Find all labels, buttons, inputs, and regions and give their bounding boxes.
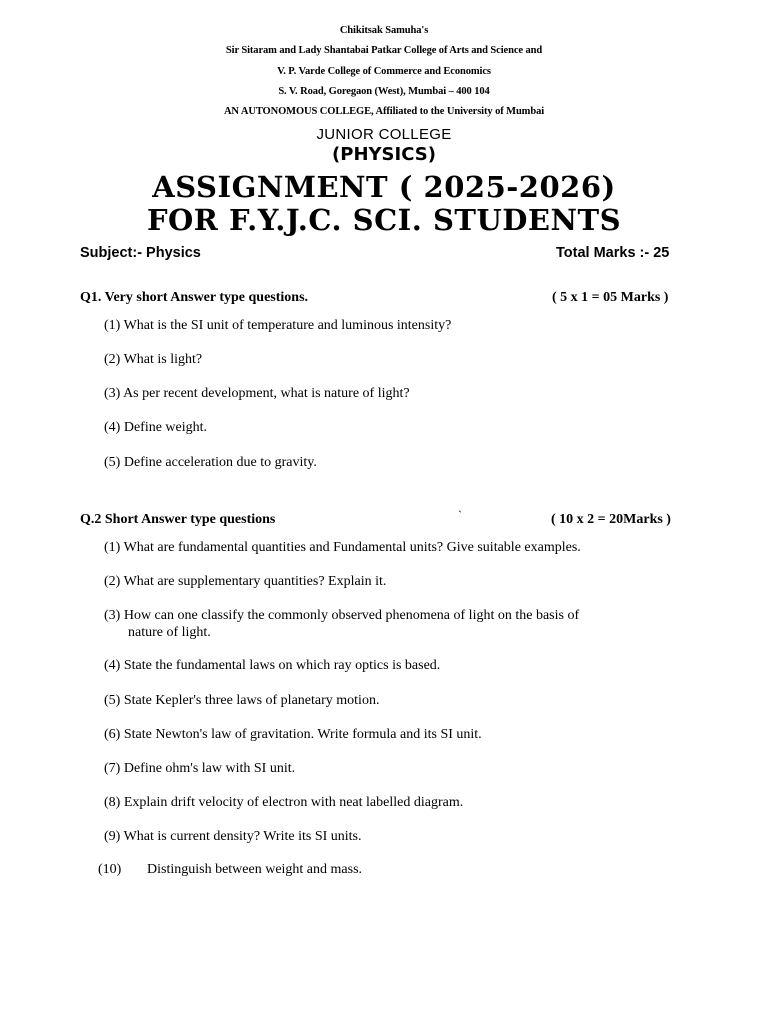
q1-item bbox=[104, 419, 664, 436]
item-text: What are fundamental quantities and Fundamental units? Give suitable examples. bbox=[123, 540, 581, 555]
college-affiliation: AN AUTONOMOUS COLLEGE, Affiliated to the University of Mumbai bbox=[223, 106, 545, 117]
item-text: Define acceleration due to gravity. bbox=[123, 455, 317, 470]
assignment-title: ASSIGNMENT ( 2025-2026) bbox=[152, 170, 616, 204]
item-number: (3) bbox=[104, 386, 121, 401]
total-marks-label: Total Marks :- 25 bbox=[556, 245, 670, 261]
item-number: (7) bbox=[104, 761, 121, 776]
q1-marks: ( 5 x 1 = 05 Marks ) bbox=[552, 290, 669, 305]
item-text: What is current density? Write its SI units. bbox=[123, 829, 362, 844]
item-number: (1) bbox=[104, 540, 121, 555]
students-title: FOR F.Y.J.C. SCI. STUDENTS bbox=[146, 203, 622, 237]
item-number: (4) bbox=[104, 420, 121, 435]
item-text: What is the SI unit of temperature and luminous intensity? bbox=[123, 318, 452, 333]
item-text: What is light? bbox=[123, 352, 203, 367]
q2-marks: ( 10 x 2 = 20Marks ) bbox=[551, 512, 671, 527]
item-number: (5) bbox=[104, 455, 121, 470]
item-number: (1) bbox=[104, 318, 121, 333]
item-text: What are supplementary quantities? Explain it. bbox=[123, 574, 387, 589]
item-text: Explain drift velocity of electron with neat labelled diagram. bbox=[123, 795, 464, 810]
item-number: (9) bbox=[104, 829, 121, 844]
item-text: State Kepler's three laws of planetary motion. bbox=[123, 693, 380, 708]
q2-item bbox=[104, 692, 664, 709]
q2-item bbox=[104, 607, 664, 641]
q2-item bbox=[104, 573, 664, 590]
item-number: (10) bbox=[98, 862, 122, 877]
item-number: (3) bbox=[104, 608, 121, 623]
q1-item bbox=[104, 317, 664, 334]
stray-mark: ` bbox=[458, 508, 462, 522]
college-name-line-2: V. P. Varde College of Commerce and Economics bbox=[277, 66, 491, 77]
item-number: (4) bbox=[104, 658, 121, 673]
q1-item bbox=[104, 454, 664, 471]
subject-heading: (PHYSICS) bbox=[332, 144, 436, 165]
q2-heading: Q.2 Short Answer type questions bbox=[80, 512, 276, 527]
item-number: (5) bbox=[104, 693, 121, 708]
item-number: (2) bbox=[104, 352, 121, 367]
q1-item bbox=[104, 385, 664, 402]
item-text-continued: nature of light. bbox=[128, 625, 211, 640]
institution-line: Chikitsak Samuha's bbox=[339, 25, 429, 36]
q2-item bbox=[104, 539, 664, 556]
junior-college-label: JUNIOR COLLEGE bbox=[316, 126, 452, 143]
item-number: (6) bbox=[104, 727, 121, 742]
q2-item bbox=[104, 760, 664, 777]
q2-item bbox=[104, 726, 664, 743]
q2-item bbox=[104, 794, 664, 811]
item-number: (2) bbox=[104, 574, 121, 589]
q2-item bbox=[98, 862, 362, 878]
item-text: State the fundamental laws on which ray optics is based. bbox=[123, 658, 441, 673]
q1-heading: Q1. Very short Answer type questions. bbox=[80, 290, 309, 305]
item-text: Define ohm's law with SI unit. bbox=[123, 761, 296, 776]
q1-item bbox=[104, 351, 664, 368]
subject-label: Subject:- Physics bbox=[80, 245, 201, 261]
item-text: As per recent development, what is nature of light? bbox=[123, 386, 410, 401]
q2-item bbox=[104, 657, 664, 674]
item-text: How can one classify the commonly observed phenomena of light on the basis of bbox=[123, 608, 580, 623]
item-text: Distinguish between weight and mass. bbox=[147, 862, 363, 877]
q2-item bbox=[104, 828, 664, 845]
college-name-line: Sir Sitaram and Lady Shantabai Patkar College of Arts and Science and bbox=[225, 45, 543, 56]
item-text: State Newton's law of gravitation. Write formula and its SI unit. bbox=[123, 727, 482, 742]
college-address: S. V. Road, Goregaon (West), Mumbai – 400 104 bbox=[278, 86, 490, 97]
item-number: (8) bbox=[104, 795, 121, 810]
item-text: Define weight. bbox=[123, 420, 208, 435]
